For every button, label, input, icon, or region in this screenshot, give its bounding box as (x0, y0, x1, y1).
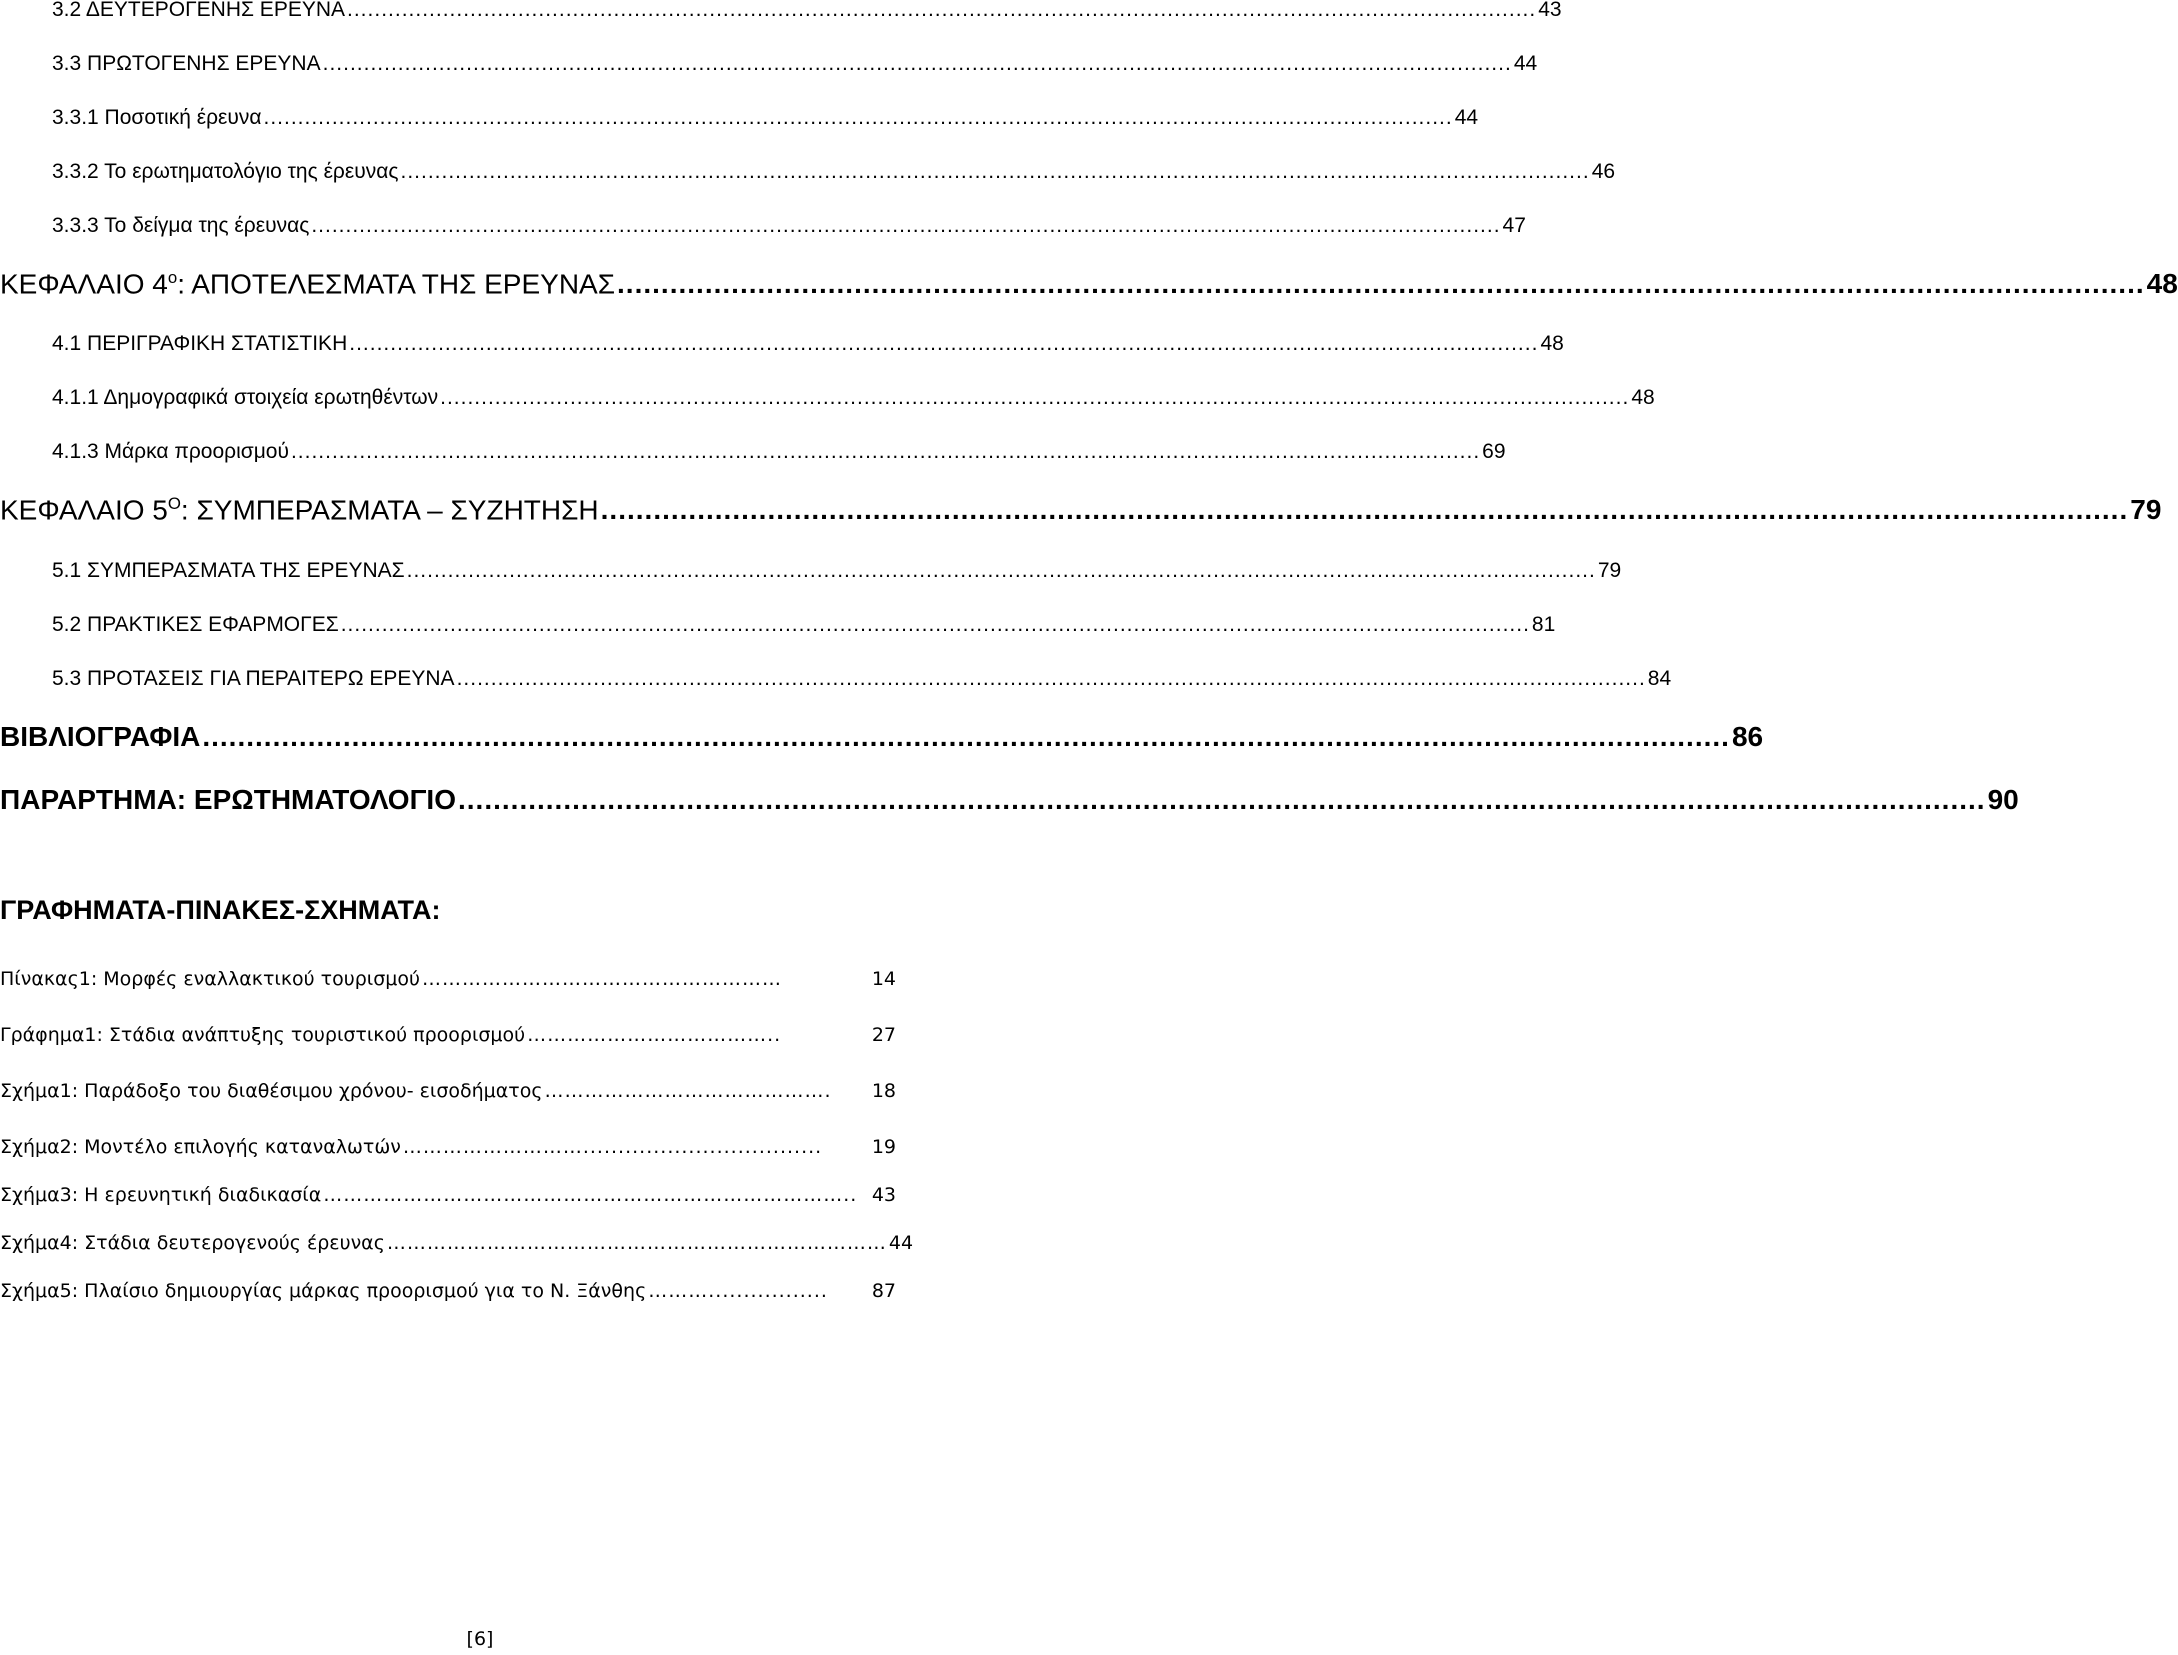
figure-entry-label: Σχήμα2: Μοντέλο επιλογής καταναλωτών (0, 1136, 401, 1158)
figure-entry-page: 18 (871, 1080, 896, 1102)
toc-entry-5-1[interactable] (52, 559, 1622, 583)
dot-leader: .............................................................................................................................................................................. (349, 332, 1539, 355)
figure-entry[interactable] (0, 1184, 896, 1206)
toc-entry-label: 3.3.3 Το δείγμα της έρευνας (52, 214, 310, 237)
dot-leader: .............................................................................................................................................................................. (202, 721, 1730, 752)
toc-entry-label: 3.3 ΠΡΩΤΟΓΕΝΗΣ ΕΡΕΥΝΑ (52, 52, 321, 75)
toc-entry-4-1[interactable] (52, 332, 1564, 356)
toc-entry-page: 48 (2146, 268, 2178, 300)
toc-entry-3-3-1[interactable] (52, 106, 1479, 130)
toc-entry-3-3-3[interactable] (52, 214, 1526, 238)
toc-entry-label: 5.3 ΠΡΟΤΑΣΕΙΣ ΓΙΑ ΠΕΡΑΙΤΕΡΩ ΕΡΕΥΝΑ (52, 667, 455, 690)
toc-entry-page: 48 (1540, 332, 1564, 355)
toc-entry-page: 44 (1454, 106, 1479, 129)
toc-entry-label: ΚΕΦΑΛΑΙΟ $5^O$: ΣΥΜΠΕΡΑΣΜΑΤΑ – ΣΥΖΗΤΗΣΗ (0, 494, 599, 526)
figure-entry-page: 19 (871, 1136, 896, 1158)
figure-entry[interactable] (0, 1232, 914, 1254)
figures-heading: ΓΡΑΦΗΜΑΤΑ-ΠΙΝΑΚΕΣ-ΣΧΗΜΑΤΑ: (0, 895, 441, 925)
toc-chapter-4[interactable] (0, 268, 2178, 300)
toc-entry-label: 5.1 ΣΥΜΠΕΡΑΣΜΑΤΑ ΤΗΣ ΕΡΕΥΝΑΣ (52, 559, 405, 582)
toc-entry-page: 81 (1531, 613, 1556, 636)
toc-entry-4-1-3[interactable] (52, 440, 1506, 464)
dot-leader: .............................................................................................................................................................................. (263, 106, 1453, 129)
toc-entry-5-2[interactable] (52, 613, 1556, 637)
figure-entry-page: 87 (871, 1280, 896, 1302)
figure-entry-label: Σχήμα1: Παράδοξο του διαθέσιμου χρόνου- εισοδήματος (0, 1080, 543, 1102)
dot-leader: .............................................................................................................................................................................. (340, 613, 1530, 636)
toc-entry-3-3[interactable] (52, 52, 1538, 76)
toc-entry-page: 46 (1591, 160, 1616, 183)
toc-entry-3-2[interactable] (52, 0, 1562, 22)
toc-entry-label: 5.2 ΠΡΑΚΤΙΚΕΣ ΕΦΑΡΜΟΓΕΣ (52, 613, 339, 636)
dot-leader: …………………………………………………………………….. (323, 1184, 858, 1206)
dot-leader: .............................................................................................................................................................................. (311, 214, 1501, 237)
toc-entry-page: 84 (1647, 667, 1672, 690)
toc-entry-label: ΒΙΒΛΙΟΓΡΑΦΙΑ (0, 721, 201, 752)
dot-leader: .............................................................................................................................................................................. (440, 386, 1630, 409)
figure-entry-label: Σχήμα3: Η ερευνητική διαδικασία (0, 1184, 322, 1206)
toc-entry-page: 79 (1597, 559, 1622, 582)
figure-entry-label: Γράφημα1: Στάδια ανάπτυξης τουριστικού προορισμού (0, 1024, 526, 1046)
figure-entry-page: 14 (871, 968, 896, 990)
dot-leader: ……………………………………. (544, 1080, 832, 1102)
figure-entry-page: 27 (871, 1024, 896, 1046)
toc-entry-3-3-2[interactable] (52, 160, 1616, 184)
toc-entry-page: 79 (2130, 494, 2162, 526)
dot-leader: ………………………………………………………………… (386, 1232, 887, 1254)
dot-leader: .............................................................................................................................................................................. (456, 667, 1646, 690)
toc-chapter-5[interactable] (0, 494, 2162, 526)
toc-entry-page: 90 (1987, 784, 2019, 815)
toc-entry-5-3[interactable] (52, 667, 1672, 691)
toc-entry-label: 3.3.2 Το ερωτηματολόγιο της έρευνας (52, 160, 399, 183)
toc-entry-label: 3.3.1 Ποσοτική έρευνα (52, 106, 262, 129)
figure-entry[interactable] (0, 1136, 896, 1158)
toc-entry-page: 47 (1502, 214, 1526, 237)
dot-leader: ………................. (648, 1280, 828, 1302)
toc-entry-4-1-1[interactable] (52, 386, 1655, 410)
dot-leader: .............................................................................................................................................................................. (457, 784, 1986, 815)
toc-entry-page: 44 (1513, 52, 1538, 75)
toc-entry-page: 43 (1538, 0, 1562, 21)
figure-entry-page: 44 (888, 1232, 914, 1254)
dot-leader: .............................................................................................................................................................................. (322, 52, 1512, 75)
figure-entry-label: Πίνακας1: Μορφές εναλλακτικού τουρισμού (0, 968, 420, 990)
figure-entry[interactable] (0, 968, 896, 990)
dot-leader: .............................................................................................................................................................................. (406, 559, 1596, 582)
toc-entry-label: ΚΕΦΑΛΑΙΟ $4^o$: ΑΠΟΤΕΛΕΣΜΑΤΑ ΤΗΣ ΕΡΕΥΝΑΣ (0, 268, 616, 300)
figure-entry[interactable] (0, 1024, 896, 1046)
toc-entry-label: ΠΑΡΑΡΤΗΜΑ: ΕΡΩΤΗΜΑΤΟΛΟΓΙΟ (0, 784, 456, 815)
figure-entry-page: 43 (871, 1184, 896, 1206)
toc-entry-label: 4.1 ΠΕΡΙΓΡΑΦΙΚΗ ΣΤΑΤΙΣΤΙΚΗ (52, 332, 348, 355)
toc-entry-page: 48 (1631, 386, 1655, 409)
dot-leader: .............................................................................................................................................................................. (290, 440, 1481, 463)
figure-entry-label: Σχήμα4: Στάδια δευτερογενούς έρευνας (0, 1232, 385, 1254)
page-number: [6] (466, 1628, 494, 1650)
toc-appendix[interactable] (0, 784, 2019, 816)
toc-entry-label: 3.2 ΔΕΥΤΕΡΟΓΕΝΗΣ ΕΡΕΥΝΑ (52, 0, 346, 21)
figure-entry[interactable] (0, 1280, 896, 1302)
toc-entry-page: 86 (1731, 721, 1764, 752)
dot-leader: ……………………….................................. (402, 1136, 823, 1158)
toc-entry-page: 69 (1482, 440, 1506, 463)
dot-leader: .............................................................................................................................................................................. (600, 494, 2129, 526)
dot-leader: .............................................................................................................................................................................. (617, 268, 2145, 300)
dot-leader: ……………………………………………… (421, 968, 782, 990)
dot-leader: ……………………………….. (527, 1024, 782, 1046)
toc-entry-label: 4.1.1 Δημογραφικά στοιχεία ερωτηθέντων (52, 386, 439, 409)
dot-leader: .............................................................................................................................................................................. (347, 0, 1537, 21)
figure-entry[interactable] (0, 1080, 896, 1102)
dot-leader: .............................................................................................................................................................................. (400, 160, 1590, 183)
figure-entry-label: Σχήμα5: Πλαίσιο δημιουργίας μάρκας προορισμού για το Ν. Ξάνθης (0, 1280, 647, 1302)
toc-bibliography[interactable] (0, 721, 1764, 753)
toc-entry-label: 4.1.3 Μάρκα προορισμού (52, 440, 289, 463)
